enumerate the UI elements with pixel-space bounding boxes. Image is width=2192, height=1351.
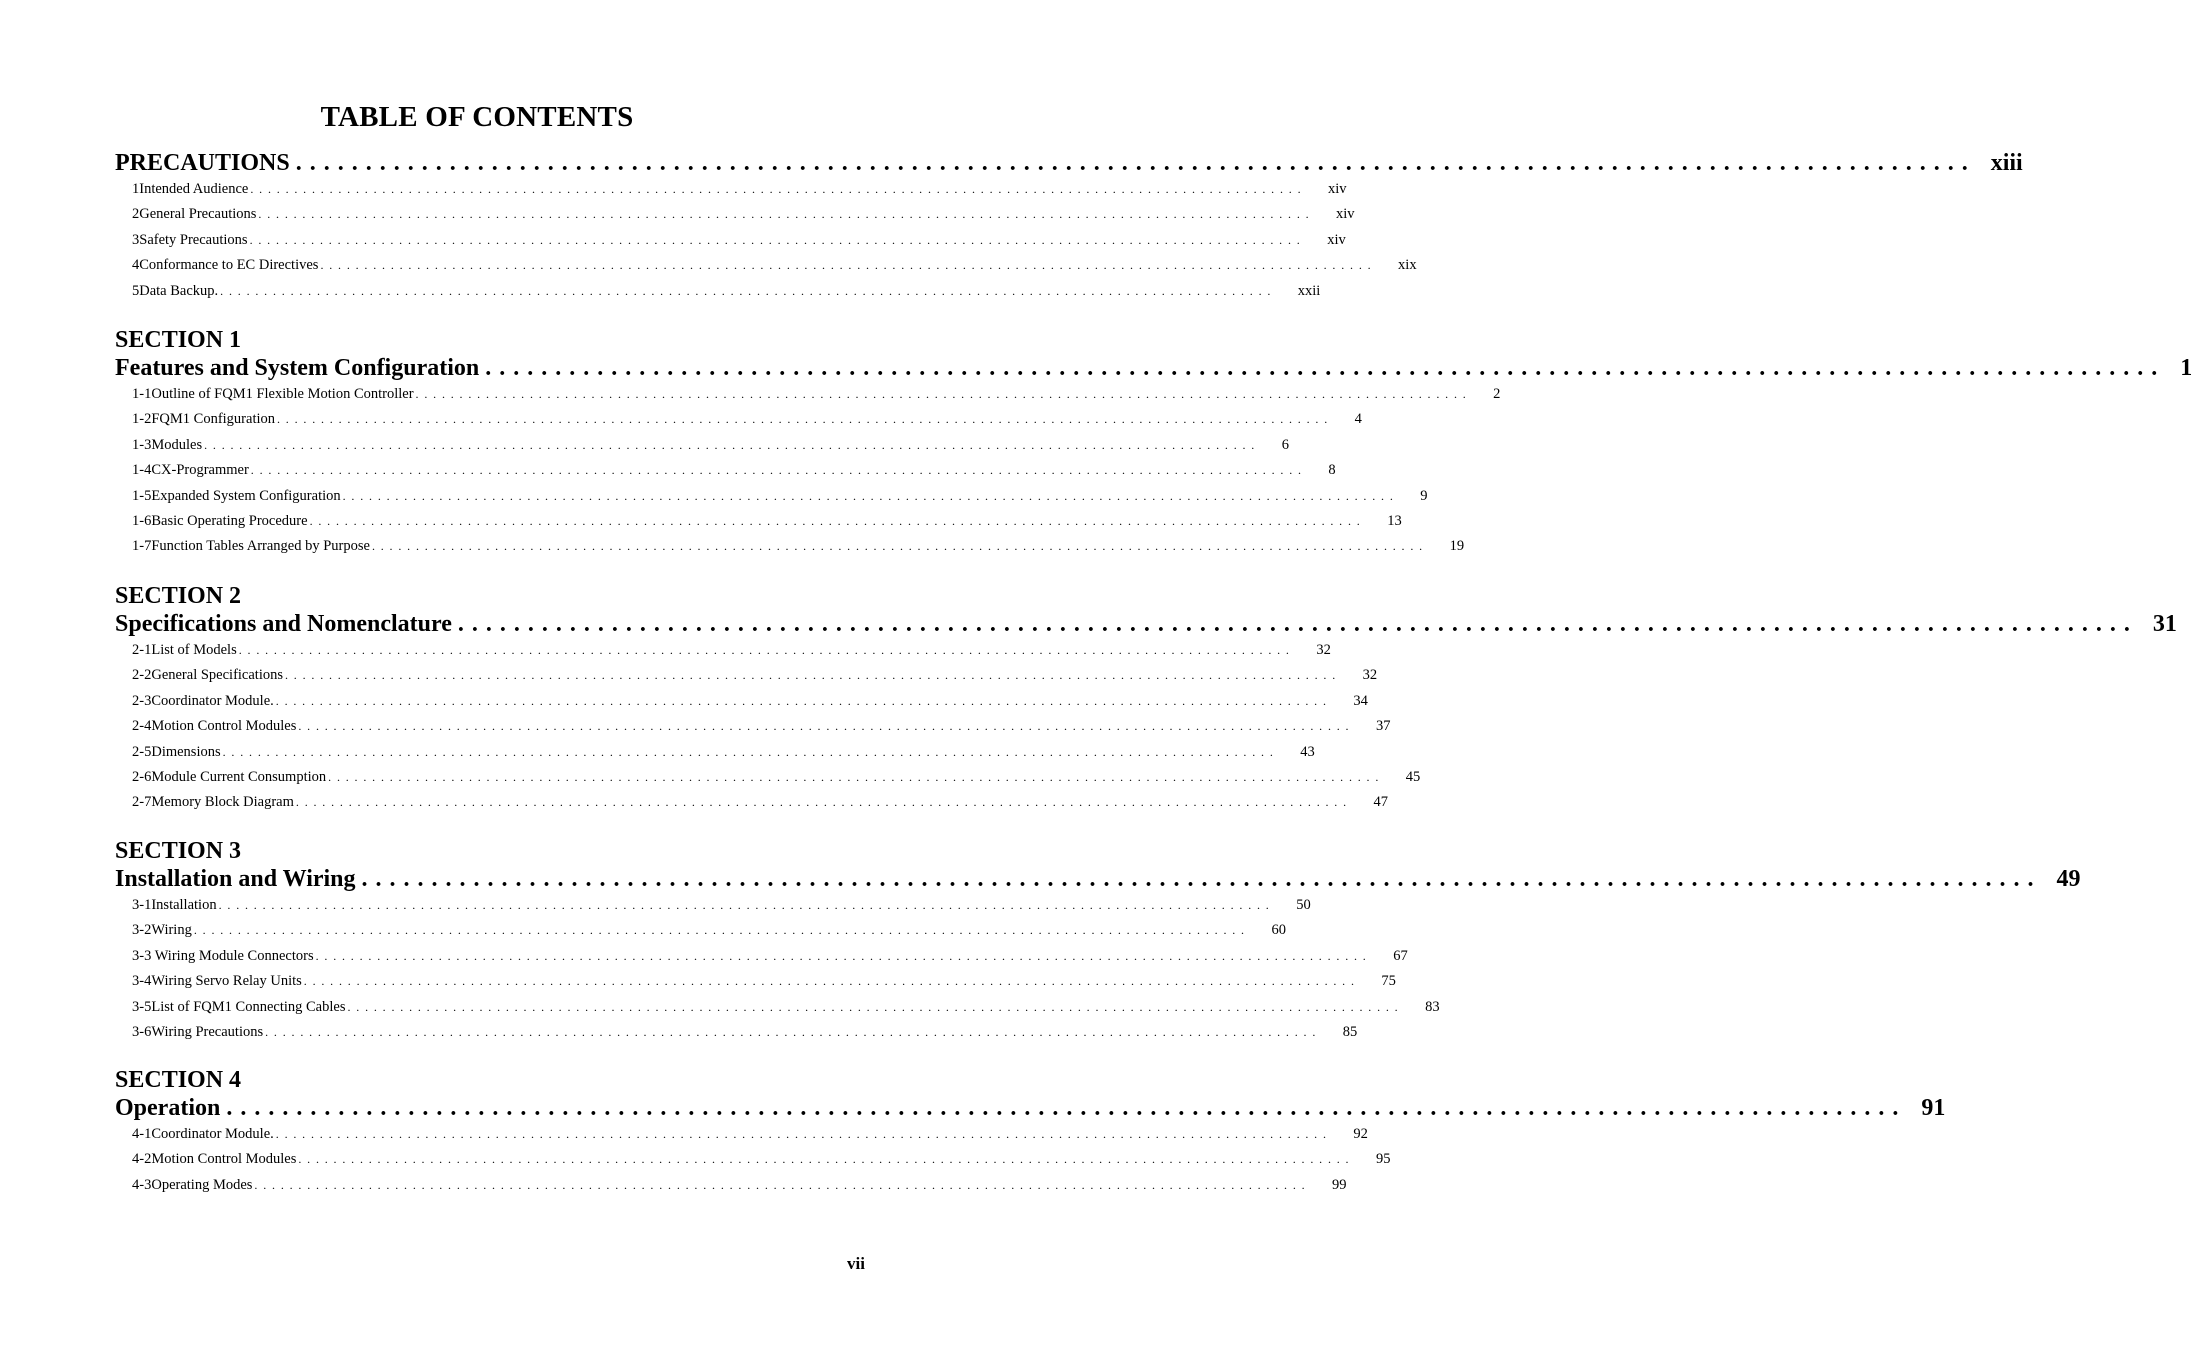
entry-title: Function Tables Arranged by Purpose	[151, 538, 370, 555]
entry-number: 1-4	[132, 462, 152, 479]
dot-leader: . . . . . . . . . . . . . . . . . . . . . . . . . . . . . . . . . . . . . . . . . . . . . . . . . . . . . . . . . . . . . . . . . . . . . . . . . . . . . . . . . . . . . . . . . . . . . . . . . . . . . . . . . . . . . . . . . . . . . . . .	[342, 488, 1395, 503]
toc-section	[115, 837, 2081, 1045]
entry-number: 3-2	[132, 922, 152, 939]
entry-page-number: 99	[1332, 1176, 1347, 1193]
section-label: SECTION 3	[115, 838, 242, 864]
toc-entry-link[interactable]	[115, 893, 1311, 918]
entry-number: 2-4	[132, 718, 152, 735]
entry-number: 5	[132, 282, 140, 299]
entry-page-number: 37	[1375, 718, 1391, 735]
section-heading-link[interactable]	[115, 354, 2192, 382]
entry-page-number: 2	[1493, 386, 1501, 402]
toc-entry-link[interactable]	[115, 433, 1289, 458]
dot-leader: . . . . . . . . . . . . . . . . . . . . . . . . . . . . . . . . . . . . . . . . . . . . . . . . . . . . . . . . . . . . . . . . . . . . . . . . . . . . . . . . . . . . . . . . . . . . . . . . . . . . . . . . . . . . . . . . . . . . . . . .	[249, 232, 1302, 247]
section-heading-title: PRECAUTIONS	[115, 150, 290, 176]
entry-title: Operating Modes	[151, 1176, 253, 1193]
entry-number: 1	[132, 181, 140, 197]
entry-number: 4-1	[132, 1126, 152, 1142]
dot-leader: . . . . . . . . . . . . . . . . . . . . . . . . . . . . . . . . . . . . . . . . . . . . . . . . . . . . . . . . . . . . . . . . . . . . . . . . . . . . . . . . . . . . . . . . . . . . . . . . . . . . . . . . . . . . . . . . . . . . . . . .	[285, 668, 1337, 683]
entry-title: Outline of FQM1 Flexible Motion Controller	[151, 386, 414, 402]
dot-leader: . . . . . . . . . . . . . . . . . . . . . . . . . . . . . . . . . . . . . . . . . . . . . . . . . . . . . . . . . . . . . . . . . . . . . . . . . . . . . . . . . . . . . . . . . . . . . . . . . . . . . . . . . . . . . . . . . . . . . . . .	[315, 948, 1368, 963]
entry-page-number: 9	[1420, 487, 1428, 504]
dot-leader: . . . . . . . . . . . . . . . . . . . . . . . . . . . . . . . . . . . . . . . . . . . . . . . . . . . . . . . . . . . . . . . . . . . . . . . . . . . . . . . . . . . . . . . . . . . . . . . . . . . . . . . . . . . . . . . . . . . . . . . .	[204, 437, 1256, 452]
entry-title: Basic Operating Procedure	[151, 512, 308, 529]
toc-entry-link[interactable]	[115, 407, 1362, 432]
entry-title: Safety Precautions	[139, 231, 248, 248]
section-heading-link[interactable]	[115, 610, 2177, 638]
entry-page-number: 13	[1387, 512, 1402, 529]
entry-title: Wiring Module Connectors	[151, 947, 314, 964]
toc-entry-link[interactable]	[115, 1122, 1368, 1147]
entry-number: 2-2	[132, 667, 152, 684]
entry-page-number: xiv	[1327, 231, 1346, 248]
dot-leader: . . . . . . . . . . . . . . . . . . . . . . . . . . . . . . . . . . . . . . . . . . . . . . . . . . . . . . . . . . . . . . . . . . . . . . . . . . . . . . . . . . . . . . . . . . . . . . . . . . . . . . . . . . . . . . . . . . . . . . . .	[265, 1024, 1317, 1039]
entry-title: Memory Block Diagram	[151, 794, 294, 811]
toc-entry-link[interactable]	[115, 714, 1391, 739]
entry-title: List of Models	[151, 642, 237, 658]
dot-leader: . . . . . . . . . . . . . . . . . . . . . . . . . . . . . . . . . . . . . . . . . . . . . . . . . . . . . . . . . . . . . . . . . . . . . . . . . . . . . . . . . . . . . . . . . . . . . . . . . . . . . . . . . . . . . . . . . . . . . . . .	[295, 795, 1348, 810]
entry-title: Data Backup.	[139, 282, 219, 299]
entry-page-number: xix	[1398, 257, 1417, 274]
toc-entry-link[interactable]	[115, 1173, 1347, 1198]
entry-title: Motion Control Modules	[151, 718, 297, 735]
entry-page-number: 60	[1271, 922, 1286, 939]
entry-page-number: 6	[1281, 436, 1289, 453]
entry-title: Intended Audience	[139, 181, 249, 197]
entry-title: Wiring Servo Relay Units	[151, 973, 302, 990]
entry-title: Wiring	[151, 922, 192, 939]
entry-title: List of FQM1 Connecting Cables	[151, 998, 346, 1015]
entry-page-number: 34	[1353, 692, 1368, 709]
entry-list	[115, 638, 1421, 816]
dot-leader: . . . . . . . . . . . . . . . . . . . . . . . . . . . . . . . . . . . . . . . . . . . . . . . . . . . . . . . . . . . . . . . . . . . . . . . . . . . . . . . . . . . . . . . . . . . . . . . . . . . . . . . . . . . . . . . . . . . . . . . .	[457, 611, 2131, 637]
entry-title: Module Current Consumption	[151, 768, 327, 785]
entry-page-number: xiv	[1336, 206, 1355, 223]
entry-number: 2-3	[132, 692, 152, 709]
entry-number: 3-5	[132, 998, 152, 1015]
entry-list	[115, 893, 1440, 1045]
dot-leader: . . . . . . . . . . . . . . . . . . . . . . . . . . . . . . . . . . . . . . . . . . . . . . . . . . . . . . . . . . . . . . . . . . . . . . . . . . . . . . . . . . . . . . . . . . . . . . . . . . . . . . . . . . . . . . . . . . . . . . . .	[220, 283, 1272, 298]
entry-page-number: 95	[1375, 1151, 1391, 1168]
section-label: SECTION 2	[115, 583, 242, 609]
dot-leader: . . . . . . . . . . . . . . . . . . . . . . . . . . . . . . . . . . . . . . . . . . . . . . . . . . . . . . . . . . . . . . . . . . . . . . . . . . . . . . . . . . . . . . . . . . . . . . . . . . . . . . . . . . . . . . . . . . . . . . . .	[415, 387, 1468, 401]
entry-title: General Specifications	[151, 667, 283, 684]
dot-leader: . . . . . . . . . . . . . . . . . . . . . . . . . . . . . . . . . . . . . . . . . . . . . . . . . . . . . . . . . . . . . . . . . . . . . . . . . . . . . . . . . . . . . . . . . . . . . . . . . . . . . . . . . . . . . . . . . . . . . . . .	[347, 999, 1400, 1014]
dot-leader: . . . . . . . . . . . . . . . . . . . . . . . . . . . . . . . . . . . . . . . . . . . . . . . . . . . . . . . . . . . . . . . . . . . . . . . . . . . . . . . . . . . . . . . . . . . . . . . . . . . . . . . . . . . . . . . . . . . . . . . .	[485, 355, 2159, 381]
dot-leader: . . . . . . . . . . . . . . . . . . . . . . . . . . . . . . . . . . . . . . . . . . . . . . . . . . . . . . . . . . . . . . . . . . . . . . . . . . . . . . . . . . . . . . . . . . . . . . . . . . . . . . . . . . . . . . . . . . . . . . . .	[254, 1177, 1307, 1192]
page-title: TABLE OF CONTENTS	[320, 101, 634, 133]
dot-leader: . . . . . . . . . . . . . . . . . . . . . . . . . . . . . . . . . . . . . . . . . . . . . . . . . . . . . . . . . . . . . . . . . . . . . . . . . . . . . . . . . . . . . . . . . . . . . . . . . . . . . . . . . . . . . . . . . . . . . . . .	[250, 463, 1303, 478]
toc-entry-link[interactable]	[115, 534, 1465, 559]
dot-leader: . . . . . . . . . . . . . . . . . . . . . . . . . . . . . . . . . . . . . . . . . . . . . . . . . . . . . . . . . . . . . . . . . . . . . . . . . . . . . . . . . . . . . . . . . . . . . . . . . . . . . . . . . . . . . . . . . . . . . . . .	[371, 539, 1424, 554]
toc-entry-link[interactable]	[115, 969, 1396, 994]
section-heading-link[interactable]	[115, 149, 2023, 177]
toc-entry-link[interactable]	[115, 382, 1501, 407]
dot-leader: . . . . . . . . . . . . . . . . . . . . . . . . . . . . . . . . . . . . . . . . . . . . . . . . . . . . . . . . . . . . . . . . . . . . . . . . . . . . . . . . . . . . . . . . . . . . . . . . . . . . . . . . . . . . . . . . . . . . . . . .	[328, 769, 1380, 784]
entry-page-number: 32	[1362, 667, 1378, 684]
entry-number: 4-2	[132, 1151, 152, 1168]
dot-leader: . . . . . . . . . . . . . . . . . . . . . . . . . . . . . . . . . . . . . . . . . . . . . . . . . . . . . . . . . . . . . . . . . . . . . . . . . . . . . . . . . . . . . . . . . . . . . . . . . . . . . . . . . . . . . . . . . . . . . . . .	[277, 412, 1329, 427]
dot-leader: . . . . . . . . . . . . . . . . . . . . . . . . . . . . . . . . . . . . . . . . . . . . . . . . . . . . . . . . . . . . . . . . . . . . . . . . . . . . . . . . . . . . . . . . . . . . . . . . . . . . . . . . . . . . . . . . . . . . . . . .	[218, 898, 1271, 912]
toc-entry-link[interactable]	[115, 484, 1428, 509]
entry-title: Modules	[151, 436, 203, 453]
section-heading-title: Operation	[115, 1095, 221, 1121]
toc-section	[115, 582, 2177, 816]
dot-leader: . . . . . . . . . . . . . . . . . . . . . . . . . . . . . . . . . . . . . . . . . . . . . . . . . . . . . . . . . . . . . . . . . . . . . . . . . . . . . . . . . . . . . . . . . . . . . . . . . . . . . . . . . . . . . . . . . . . . . . . .	[275, 693, 1328, 708]
entry-page-number: 43	[1300, 743, 1315, 760]
toc-entry-link[interactable]	[115, 458, 1336, 483]
dot-leader: . . . . . . . . . . . . . . . . . . . . . . . . . . . . . . . . . . . . . . . . . . . . . . . . . . . . . . . . . . . . . . . . . . . . . . . . . . . . . . . . . . . . . . . . . . . . . . . . . . . . . . . . . . . . . . . . . . . . . . . .	[226, 1095, 1900, 1121]
toc-entry-link[interactable]	[115, 689, 1368, 714]
entry-number: 1-2	[132, 411, 152, 428]
toc-entry-link[interactable]	[115, 1147, 1391, 1172]
toc-entry-link[interactable]	[115, 638, 1331, 663]
page-number: vii	[847, 1254, 865, 1273]
entry-page-number: 32	[1316, 642, 1331, 658]
entry-title: Wiring Precautions	[151, 1023, 264, 1040]
entry-page-number: 50	[1296, 897, 1311, 913]
section-heading-title: Installation and Wiring	[115, 866, 356, 892]
toc-entry-link[interactable]	[115, 279, 1321, 304]
entry-title: Installation	[151, 897, 217, 913]
dot-leader: . . . . . . . . . . . . . . . . . . . . . . . . . . . . . . . . . . . . . . . . . . . . . . . . . . . . . . . . . . . . . . . . . . . . . . . . . . . . . . . . . . . . . . . . . . . . . . . . . . . . . . . . . . . . . . . . . . . . . . . .	[250, 182, 1302, 196]
dot-leader: . . . . . . . . . . . . . . . . . . . . . . . . . . . . . . . . . . . . . . . . . . . . . . . . . . . . . . . . . . . . . . . . . . . . . . . . . . . . . . . . . . . . . . . . . . . . . . . . . . . . . . . . . . . . . . . . . . . . . . . .	[298, 1152, 1350, 1167]
entry-number: 2-5	[132, 743, 152, 760]
dot-leader: . . . . . . . . . . . . . . . . . . . . . . . . . . . . . . . . . . . . . . . . . . . . . . . . . . . . . . . . . . . . . . . . . . . . . . . . . . . . . . . . . . . . . . . . . . . . . . . . . . . . . . . . . . . . . . . . . . . . . . . .	[298, 719, 1350, 734]
entry-list	[115, 1122, 1391, 1198]
dot-leader: . . . . . . . . . . . . . . . . . . . . . . . . . . . . . . . . . . . . . . . . . . . . . . . . . . . . . . . . . . . . . . . . . . . . . . . . . . . . . . . . . . . . . . . . . . . . . . . . . . . . . . . . . . . . . . . . . . . . . . . .	[320, 258, 1373, 273]
entry-list	[115, 382, 1501, 560]
dot-leader: . . . . . . . . . . . . . . . . . . . . . . . . . . . . . . . . . . . . . . . . . . . . . . . . . . . . . . . . . . . . . . . . . . . . . . . . . . . . . . . . . . . . . . . . . . . . . . . . . . . . . . . . . . . . . . . . . . . . . . . .	[275, 1127, 1328, 1141]
entry-number: 3-3	[132, 947, 152, 964]
entry-number: 3-4	[132, 973, 152, 990]
entry-page-number: 8	[1328, 462, 1336, 479]
toc-entry-link[interactable]	[115, 253, 1417, 278]
section-page-number: xiii	[1990, 150, 2023, 176]
section-heading-title: Features and System Configuration	[115, 355, 480, 381]
entry-title: Dimensions	[151, 743, 221, 760]
dot-leader: . . . . . . . . . . . . . . . . . . . . . . . . . . . . . . . . . . . . . . . . . . . . . . . . . . . . . . . . . . . . . . . . . . . . . . . . . . . . . . . . . . . . . . . . . . . . . . . . . . . . . . . . . . . . . . . . . . . . . . . .	[222, 744, 1275, 759]
entry-page-number: 75	[1381, 973, 1396, 990]
dot-leader: . . . . . . . . . . . . . . . . . . . . . . . . . . . . . . . . . . . . . . . . . . . . . . . . . . . . . . . . . . . . . . . . . . . . . . . . . . . . . . . . . . . . . . . . . . . . . . . . . . . . . . . . . . . . . . . . . . . . . . . .	[295, 150, 1969, 176]
dot-leader: . . . . . . . . . . . . . . . . . . . . . . . . . . . . . . . . . . . . . . . . . . . . . . . . . . . . . . . . . . . . . . . . . . . . . . . . . . . . . . . . . . . . . . . . . . . . . . . . . . . . . . . . . . . . . . . . . . . . . . . .	[303, 974, 1356, 989]
dot-leader: . . . . . . . . . . . . . . . . . . . . . . . . . . . . . . . . . . . . . . . . . . . . . . . . . . . . . . . . . . . . . . . . . . . . . . . . . . . . . . . . . . . . . . . . . . . . . . . . . . . . . . . . . . . . . . . . . . . . . . . .	[309, 513, 1362, 528]
toc-entry-link[interactable]	[115, 765, 1421, 790]
entry-number: 2-6	[132, 768, 152, 785]
toc-section	[115, 326, 2192, 560]
dot-leader: . . . . . . . . . . . . . . . . . . . . . . . . . . . . . . . . . . . . . . . . . . . . . . . . . . . . . . . . . . . . . . . . . . . . . . . . . . . . . . . . . . . . . . . . . . . . . . . . . . . . . . . . . . . . . . . . . . . . . . . .	[193, 923, 1246, 938]
section-page-number: 1	[2180, 355, 2192, 381]
entry-page-number: 4	[1354, 411, 1362, 428]
section-label: SECTION 4	[115, 1067, 242, 1093]
section-page-number: 91	[1921, 1095, 1946, 1121]
toc-entry-link[interactable]	[115, 918, 1286, 943]
entry-page-number: 45	[1405, 768, 1421, 785]
toc-entry-link[interactable]	[115, 995, 1440, 1020]
entry-page-number: 67	[1393, 947, 1408, 964]
toc-entry-link[interactable]	[115, 177, 1347, 202]
entry-number: 2-7	[132, 794, 152, 811]
toc-entry-link[interactable]	[115, 202, 1355, 227]
entry-title: General Precautions	[139, 206, 257, 223]
section-heading-link[interactable]	[115, 1094, 1946, 1122]
section-label: SECTION 1	[115, 327, 242, 353]
entry-number: 3-6	[132, 1023, 152, 1040]
toc-entry-link[interactable]	[115, 1020, 1358, 1045]
section-heading-title: Specifications and Nomenclature	[115, 611, 452, 637]
entry-page-number: xiv	[1327, 181, 1347, 197]
entry-page-number: 92	[1353, 1126, 1368, 1142]
entry-page-number: 85	[1342, 1023, 1358, 1040]
dot-leader: . . . . . . . . . . . . . . . . . . . . . . . . . . . . . . . . . . . . . . . . . . . . . . . . . . . . . . . . . . . . . . . . . . . . . . . . . . . . . . . . . . . . . . . . . . . . . . . . . . . . . . . . . . . . . . . . . . . . . . . .	[258, 207, 1311, 222]
toc-entry-link[interactable]	[115, 509, 1402, 534]
entry-number: 2-1	[132, 642, 152, 658]
entry-title: Motion Control Modules	[151, 1151, 297, 1168]
toc-section	[115, 1066, 1946, 1198]
toc-entry-link[interactable]	[115, 228, 1346, 253]
entry-number: 3	[132, 231, 140, 248]
entry-number: 1-5	[132, 487, 152, 504]
dot-leader: . . . . . . . . . . . . . . . . . . . . . . . . . . . . . . . . . . . . . . . . . . . . . . . . . . . . . . . . . . . . . . . . . . . . . . . . . . . . . . . . . . . . . . . . . . . . . . . . . . . . . . . . . . . . . . . . . . . . . . . .	[238, 643, 1291, 657]
entry-title: Conformance to EC Directives	[139, 257, 319, 274]
entry-title: FQM1 Configuration	[151, 411, 275, 428]
entry-number: 1-7	[132, 538, 152, 555]
entry-number: 4	[132, 257, 140, 274]
entry-list	[115, 177, 1417, 304]
toc-entry-link[interactable]	[115, 944, 1408, 969]
entry-title: Expanded System Configuration	[151, 487, 341, 504]
entry-number: 1-1	[132, 386, 152, 402]
section-page-number: 49	[2056, 866, 2081, 892]
entry-page-number: 47	[1373, 794, 1389, 811]
section-page-number: 31	[2152, 611, 2177, 637]
entry-title: Coordinator Module.	[151, 692, 274, 709]
toc-entry-link[interactable]	[115, 740, 1315, 765]
entry-number: 2	[132, 206, 140, 223]
toc-entry-link[interactable]	[115, 790, 1389, 815]
section-heading-link[interactable]	[115, 865, 2081, 893]
toc-entry-link[interactable]	[115, 663, 1378, 688]
entry-number: 3-1	[132, 897, 152, 913]
dot-leader: . . . . . . . . . . . . . . . . . . . . . . . . . . . . . . . . . . . . . . . . . . . . . . . . . . . . . . . . . . . . . . . . . . . . . . . . . . . . . . . . . . . . . . . . . . . . . . . . . . . . . . . . . . . . . . . . . . . . . . . .	[361, 866, 2035, 892]
entry-number: 1-6	[132, 512, 152, 529]
entry-page-number: xxii	[1297, 282, 1321, 299]
entry-title: Coordinator Module.	[151, 1126, 274, 1142]
entry-page-number: 83	[1425, 998, 1440, 1015]
entry-number: 4-3	[132, 1176, 152, 1193]
entry-page-number: 19	[1449, 538, 1465, 555]
entry-number: 1-3	[132, 436, 152, 453]
toc-section	[115, 149, 2023, 304]
entry-title: CX-Programmer	[151, 462, 249, 479]
